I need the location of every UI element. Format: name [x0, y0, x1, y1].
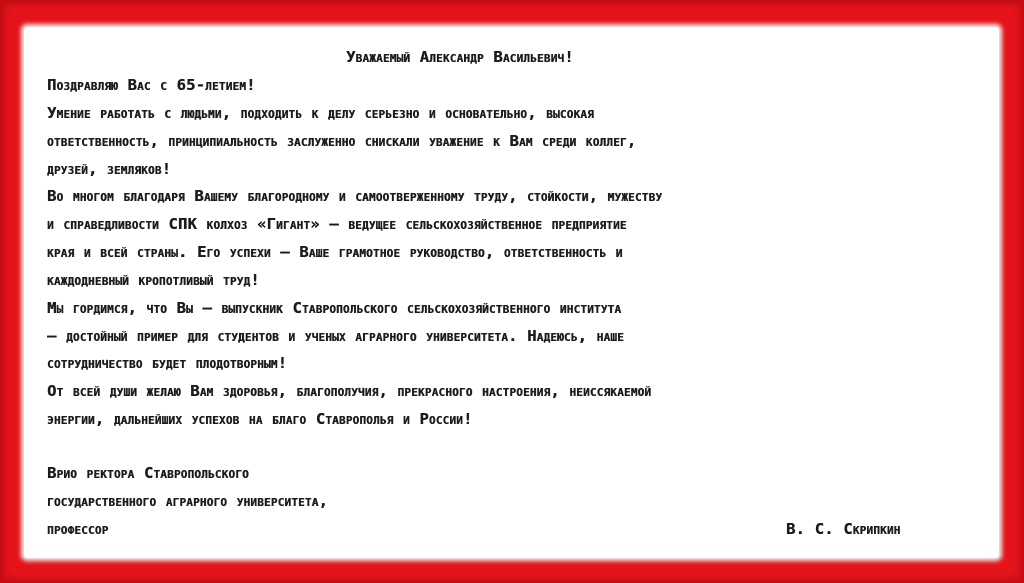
body-line: энергии, дальнейших успехов на благо Ставрополья и России!: [47, 410, 473, 428]
letter-paper: [24, 27, 999, 558]
body-line: края и всей страны. Его успехи — Ваше грамотное руководство, ответственность и: [47, 243, 623, 261]
greeting-line: Поздравляю Вас с 65-летием!: [47, 76, 256, 94]
body-line: Мы гордимся, что Вы — выпускник Ставропольского сельскохозяйственного института: [47, 299, 622, 317]
body-line: Во многом благодаря Вашему благородному и самоотверженному труду, стойкости, мужеству: [47, 187, 663, 205]
signer-name: В. С. Скрипкин: [786, 520, 901, 538]
body-line: друзей, земляков!: [47, 160, 172, 178]
body-line: — достойный пример для студентов и ученых аграрного университета. Надеюсь, наше: [47, 327, 624, 345]
signature-title-line: государственного аграрного университета,: [47, 492, 329, 510]
body-line: каждодневный кропотливый труд!: [47, 271, 260, 289]
letter-document: [24, 27, 999, 558]
body-line: сотрудничество будет плодотворным!: [47, 354, 288, 372]
body-line: и справедливости СПК колхоз «Гигант» — ведущее сельскохозяйственное предприятие: [47, 215, 627, 233]
signature-title-line: Врио ректора Ставропольского: [47, 464, 249, 482]
body-line: Умение работать с людьми, подходить к делу серьезно и основательно, высокая: [47, 104, 594, 122]
signature-title-line: профессор: [47, 520, 109, 538]
body-line: ответственность, принципиальность заслуженно снискали уважение к Вам среди коллег,: [47, 132, 637, 150]
salutation: Уважаемый Александр Васильевич!: [346, 48, 574, 66]
body-line: От всей души желаю Вам здоровья, благополучия, прекрасного настроения, неиссякаемой: [47, 382, 652, 400]
